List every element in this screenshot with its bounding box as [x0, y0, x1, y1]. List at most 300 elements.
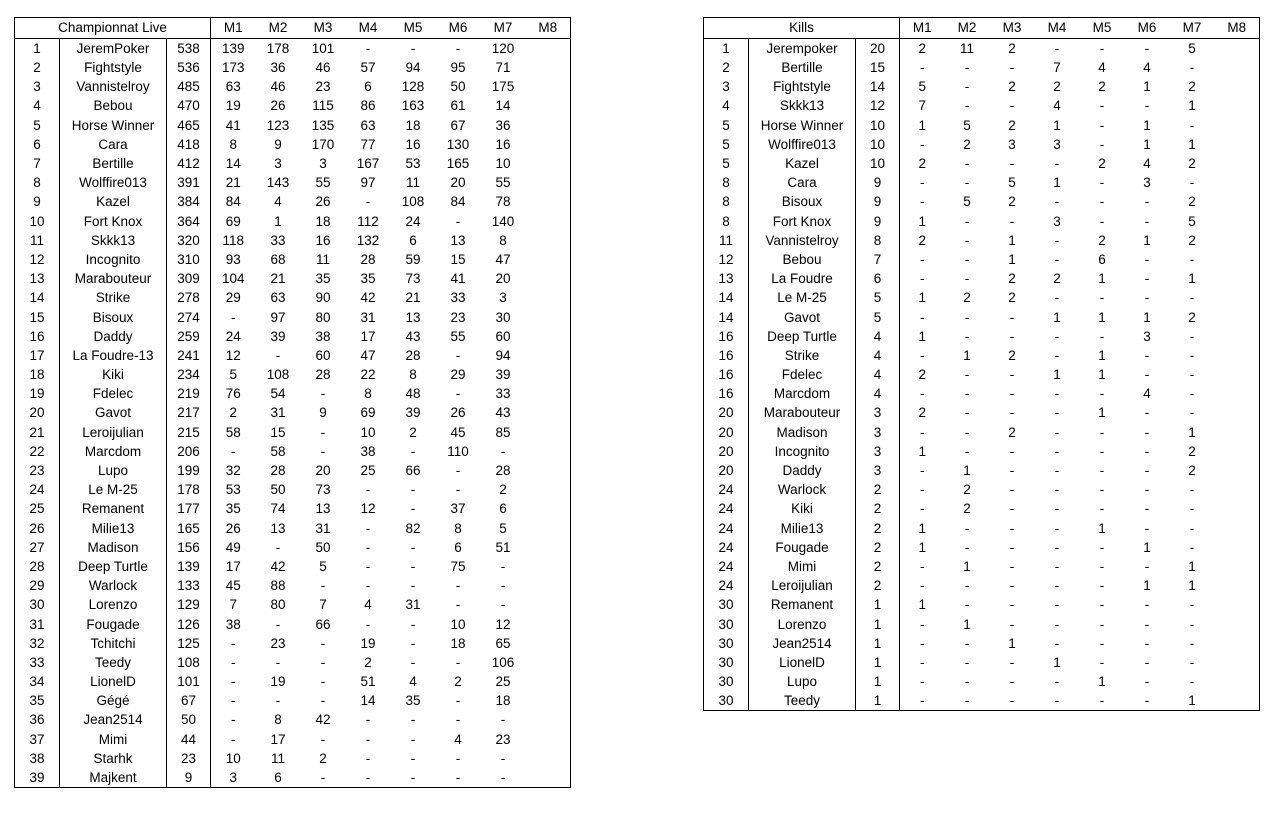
total-cell: 259 [167, 327, 211, 346]
m4-cell: - [1054, 424, 1060, 440]
m4-cell: 31 [360, 309, 376, 325]
m8-cell [1215, 327, 1260, 346]
m4-cell: 2 [1053, 271, 1061, 287]
m8-cell [1215, 173, 1260, 192]
m2-cell: - [964, 79, 970, 95]
m2-cell: - [964, 386, 970, 402]
m4-cell: 51 [360, 674, 376, 690]
m3-cell: 9 [319, 405, 327, 421]
table-row [704, 518, 1260, 537]
m1-cell: 2 [900, 365, 945, 384]
player-cell: Fougade [749, 538, 856, 557]
m4-cell: - [1054, 482, 1060, 498]
m2-cell: 74 [270, 501, 286, 517]
total-cell: 2 [856, 518, 900, 537]
m8-cell [1215, 499, 1260, 518]
player-cell: Wolffire013 [749, 135, 856, 154]
player-cell: LionelD [749, 653, 856, 672]
m5-cell: - [391, 768, 436, 788]
m6-cell: - [455, 693, 461, 709]
m5-cell: - [410, 578, 416, 594]
m8-cell [1215, 442, 1260, 461]
player-cell: Bebou [60, 96, 167, 115]
m3-cell: 28 [315, 367, 331, 383]
player-cell: Bertille [749, 58, 856, 77]
m8-cell [1215, 231, 1260, 250]
m1-cell: - [900, 423, 945, 442]
m4-cell: - [1054, 501, 1060, 517]
m2-cell: - [964, 251, 970, 267]
rank-cell: 23 [15, 461, 60, 480]
m4-cell: - [1054, 558, 1060, 574]
header-m8: M8 [1215, 18, 1260, 39]
total-cell: 1 [856, 653, 900, 672]
m1-cell: 8 [211, 135, 256, 154]
m6-cell: 95 [450, 60, 466, 76]
player-cell: Fort Knox [749, 211, 856, 230]
m4-cell: 22 [360, 367, 376, 383]
total-cell: 536 [167, 58, 211, 77]
player-cell: Milie13 [60, 518, 167, 537]
player-cell: Jean2514 [60, 710, 167, 729]
m2-cell: - [964, 213, 970, 229]
total-cell: 177 [167, 499, 211, 518]
m4-cell: 2 [364, 654, 372, 670]
total-cell: 4 [856, 327, 900, 346]
m8-cell [526, 595, 571, 614]
m8-cell [1215, 250, 1260, 269]
table-row [704, 423, 1260, 442]
rank-cell: 24 [704, 557, 749, 576]
m1-cell: 1 [900, 211, 945, 230]
player-cell: Bisoux [60, 307, 167, 326]
m4-cell: 86 [360, 98, 376, 114]
m4-cell: 63 [360, 117, 376, 133]
m4-cell: 112 [357, 213, 379, 229]
m8-cell [1215, 211, 1260, 230]
m5-cell: 1 [1098, 405, 1106, 421]
table-row [704, 557, 1260, 576]
total-cell: 364 [167, 211, 211, 230]
m8-cell [1215, 307, 1260, 326]
m7-cell: - [500, 558, 506, 574]
m1-cell: 84 [211, 192, 256, 211]
table-row [15, 768, 571, 788]
m7-cell: - [1189, 674, 1195, 690]
m3-cell: - [320, 386, 326, 402]
player-cell: Remanent [749, 595, 856, 614]
m3-cell: 2 [1008, 194, 1016, 210]
m7-cell: 2 [1188, 309, 1196, 325]
m3-cell: - [320, 635, 326, 651]
m5-cell: 24 [405, 213, 421, 229]
m4-cell: 1 [1053, 117, 1061, 133]
m1-cell: - [211, 307, 256, 326]
m7-cell: 2 [1188, 79, 1196, 95]
m1-cell: - [211, 442, 256, 461]
m4-cell: - [365, 712, 371, 728]
m8-cell [1215, 135, 1260, 154]
total-cell: 15 [856, 58, 900, 77]
m6-cell: 3 [1143, 328, 1151, 344]
player-cell: Lorenzo [749, 614, 856, 633]
rank-cell: 2 [704, 58, 749, 77]
total-cell: 1 [856, 672, 900, 691]
table-row [15, 730, 571, 749]
rank-cell: 11 [704, 231, 749, 250]
player-cell: Bisoux [749, 192, 856, 211]
m1-cell: 1 [900, 442, 945, 461]
m1-cell: 14 [211, 154, 256, 173]
m4-cell: - [1054, 156, 1060, 172]
table-row [704, 327, 1260, 346]
total-cell: 320 [167, 231, 211, 250]
m7-cell: - [1189, 175, 1195, 191]
rank-cell: 20 [704, 442, 749, 461]
m5-cell: 39 [405, 405, 421, 421]
m7-cell: - [1189, 482, 1195, 498]
total-cell: 309 [167, 269, 211, 288]
total-cell: 4 [856, 365, 900, 384]
m5-cell: 2 [409, 424, 417, 440]
m4-cell: - [365, 539, 371, 555]
player-cell: Warlock [749, 480, 856, 499]
m2-cell: 31 [270, 405, 286, 421]
header-m2: M2 [256, 18, 301, 39]
m3-cell: - [320, 443, 326, 459]
total-cell: 20 [856, 38, 900, 58]
rank-cell: 24 [704, 518, 749, 537]
m7-cell: - [481, 768, 526, 788]
m3-cell: 2 [319, 750, 327, 766]
m8-cell [526, 672, 571, 691]
m3-cell: 2 [1008, 290, 1016, 306]
m8-cell [1215, 461, 1260, 480]
m6-cell: 29 [450, 367, 466, 383]
m7-cell: 2 [499, 482, 507, 498]
rank-cell: 5 [704, 135, 749, 154]
m2-cell: 143 [266, 175, 290, 191]
table-row [15, 710, 571, 729]
player-cell: Mimi [749, 557, 856, 576]
m4-cell: 77 [360, 136, 376, 152]
total-cell: 278 [167, 288, 211, 307]
m6-cell: - [455, 386, 461, 402]
m6-cell: - [455, 213, 461, 229]
m5-cell: - [410, 731, 416, 747]
m3-cell: 50 [315, 539, 331, 555]
m8-cell [1215, 595, 1260, 614]
table-row [704, 192, 1260, 211]
m2-cell: 88 [270, 578, 286, 594]
m3-cell: - [1009, 156, 1015, 172]
m7-cell: - [1189, 290, 1195, 306]
m1-cell: - [900, 173, 945, 192]
rank-cell: 7 [15, 154, 60, 173]
m4-cell: - [1054, 635, 1060, 651]
m8-cell [526, 634, 571, 653]
m1-cell: - [900, 672, 945, 691]
m3-cell: 11 [315, 251, 330, 267]
m7-cell: 28 [495, 463, 511, 479]
table-row [15, 403, 571, 422]
m2-cell: 123 [266, 117, 290, 133]
m5-cell: - [1099, 213, 1105, 229]
player-cell: Marcdom [749, 384, 856, 403]
rank-cell: 35 [15, 691, 60, 710]
m3-cell: 170 [311, 136, 335, 152]
total-cell: 2 [856, 480, 900, 499]
m2-cell: 97 [270, 309, 286, 325]
rank-cell: 30 [15, 595, 60, 614]
m4-cell: - [1054, 405, 1060, 421]
m5-cell: - [410, 712, 416, 728]
m4-cell: - [1054, 616, 1060, 632]
m2-cell: 1 [963, 463, 971, 479]
m6-cell: - [1144, 424, 1150, 440]
m7-cell: 85 [495, 424, 511, 440]
total-cell: 485 [167, 77, 211, 96]
m3-cell: - [1009, 60, 1015, 76]
m8-cell [1215, 269, 1260, 288]
total-cell: 219 [167, 384, 211, 403]
total-cell: 12 [856, 96, 900, 115]
m4-cell: 12 [360, 501, 376, 517]
rank-cell: 8 [704, 173, 749, 192]
m5-cell: 108 [401, 194, 425, 210]
m5-cell: - [410, 750, 416, 766]
m6-cell: 26 [450, 405, 466, 421]
m1-cell: 26 [211, 518, 256, 537]
header-m7: M7 [1170, 18, 1215, 39]
m3-cell: 23 [315, 79, 331, 95]
m6-cell: 4 [1143, 156, 1151, 172]
m2-cell: 2 [963, 482, 971, 498]
m1-cell: 3 [211, 768, 256, 788]
player-cell: Leroijulian [60, 423, 167, 442]
player-cell: Strike [60, 288, 167, 307]
m3-cell: 115 [312, 98, 334, 114]
m6-cell: 6 [454, 539, 462, 555]
m5-cell: 43 [405, 328, 421, 344]
total-cell: 156 [167, 538, 211, 557]
m8-cell [1215, 96, 1260, 115]
m1-cell: 1 [900, 595, 945, 614]
m1-cell: - [900, 192, 945, 211]
total-cell: 2 [856, 499, 900, 518]
m8-cell [1215, 653, 1260, 672]
m7-cell: 120 [491, 40, 515, 56]
player-cell: Gavot [749, 307, 856, 326]
m8-cell [1215, 154, 1260, 173]
m8-cell [526, 403, 571, 422]
table-row [704, 307, 1260, 326]
m3-cell: 1 [1008, 635, 1016, 651]
m1-cell: - [900, 499, 945, 518]
m8-cell [1215, 58, 1260, 77]
player-cell: Strike [749, 346, 856, 365]
m3-cell: 2 [1008, 40, 1016, 56]
m4-cell: 8 [364, 386, 372, 402]
m7-cell: 65 [495, 635, 511, 651]
m8-cell [1215, 38, 1260, 58]
header-m7: M7 [481, 18, 526, 39]
m4-cell: 1 [1053, 367, 1061, 383]
table-row [15, 749, 571, 768]
m3-cell: 80 [315, 309, 331, 325]
rank-cell: 27 [15, 538, 60, 557]
total-cell: 10 [856, 135, 900, 154]
rank-cell: 16 [704, 384, 749, 403]
total-cell: 9 [856, 211, 900, 230]
player-cell: Leroijulian [749, 576, 856, 595]
m6-cell: - [1144, 558, 1150, 574]
m4-cell: - [1054, 232, 1060, 248]
m1-cell: 29 [211, 288, 256, 307]
m1-cell: 17 [211, 557, 256, 576]
m5-cell: - [1099, 98, 1105, 114]
total-cell: 139 [167, 557, 211, 576]
player-cell: Remanent [60, 499, 167, 518]
total-cell: 23 [167, 749, 211, 768]
championnat-table [14, 17, 571, 788]
m2-cell: 80 [270, 597, 286, 613]
m1-cell: 93 [211, 250, 256, 269]
rank-cell: 1 [15, 38, 60, 58]
m2-cell: - [964, 539, 970, 555]
table-row [15, 518, 571, 537]
m3-cell: - [1009, 213, 1015, 229]
player-cell: Gavot [60, 403, 167, 422]
table-row [15, 154, 571, 173]
m4-cell: - [1054, 597, 1060, 613]
m1-cell: 2 [900, 403, 945, 422]
player-cell: La Foudre-13 [60, 346, 167, 365]
m7-cell: 2 [1188, 156, 1196, 172]
m2-cell: 3 [274, 156, 282, 172]
player-cell: Incognito [60, 250, 167, 269]
m3-cell: 73 [315, 482, 331, 498]
total-cell: 1 [856, 595, 900, 614]
header-m8: M8 [526, 18, 571, 39]
player-cell: Fightstyle [60, 58, 167, 77]
m5-cell: 1 [1098, 309, 1106, 325]
m4-cell: - [1054, 674, 1060, 690]
total-cell: 9 [856, 192, 900, 211]
total-cell: 199 [167, 461, 211, 480]
m8-cell [1215, 538, 1260, 557]
m3-cell: - [1009, 482, 1015, 498]
m6-cell: 61 [450, 98, 466, 114]
m1-cell: 38 [211, 614, 256, 633]
total-cell: 412 [167, 154, 211, 173]
m3-cell: 1 [1008, 232, 1016, 248]
header-m5: M5 [1080, 18, 1125, 39]
m5-cell: 66 [405, 463, 421, 479]
rank-cell: 20 [704, 403, 749, 422]
m3-cell: - [990, 691, 1035, 711]
m2-cell: 1 [963, 347, 971, 363]
m2-cell: 63 [270, 290, 286, 306]
m3-cell: 35 [315, 271, 331, 287]
table-row [704, 691, 1260, 711]
total-cell: 274 [167, 307, 211, 326]
m8-cell [526, 442, 571, 461]
m2-cell: - [275, 347, 281, 363]
m5-cell: 16 [405, 136, 421, 152]
header-m5: M5 [391, 18, 436, 39]
m1-cell: 12 [211, 346, 256, 365]
total-cell: 310 [167, 250, 211, 269]
m7-cell: 39 [495, 367, 511, 383]
m3-cell: - [1009, 520, 1015, 536]
player-cell: Lupo [60, 461, 167, 480]
m8-cell [1215, 403, 1260, 422]
m6-cell: 18 [450, 635, 466, 651]
rank-cell: 11 [15, 231, 60, 250]
m3-cell: 2 [1008, 347, 1016, 363]
championnat-title: Championnat Live [15, 18, 211, 39]
player-cell: Starhk [60, 749, 167, 768]
m6-cell: 4 [1143, 60, 1151, 76]
m1-cell: 24 [211, 327, 256, 346]
table-row [15, 499, 571, 518]
player-cell: Le M-25 [60, 480, 167, 499]
m8-cell [526, 423, 571, 442]
m8-cell [526, 557, 571, 576]
m2-cell: 5 [963, 117, 971, 133]
m1-cell: 32 [211, 461, 256, 480]
m8-cell [526, 461, 571, 480]
m1-cell: - [900, 653, 945, 672]
m5-cell: 128 [401, 79, 425, 95]
player-cell: Horse Winner [60, 116, 167, 135]
m5-cell: 28 [405, 347, 421, 363]
m4-cell: 25 [360, 463, 376, 479]
m8-cell [1215, 634, 1260, 653]
m4-cell: - [365, 731, 371, 747]
m8-cell [526, 307, 571, 326]
m7-cell: - [1189, 367, 1195, 383]
m2-cell: 68 [270, 251, 286, 267]
total-cell: 215 [167, 423, 211, 442]
m7-cell: - [1189, 597, 1195, 613]
player-cell: Fdelec [60, 384, 167, 403]
player-cell: Majkent [60, 768, 167, 788]
m6-cell: - [1144, 501, 1150, 517]
m5-cell: - [410, 501, 416, 517]
table-row [15, 173, 571, 192]
m7-cell: - [1189, 347, 1195, 363]
rank-cell: 4 [15, 96, 60, 115]
m4-cell: 1 [1053, 175, 1061, 191]
m6-cell: - [1144, 520, 1150, 536]
rank-cell: 38 [15, 749, 60, 768]
m7-cell: 106 [491, 654, 515, 670]
m6-cell: 1 [1143, 539, 1151, 555]
m6-cell: 3 [1143, 175, 1151, 191]
m3-cell: - [1009, 309, 1015, 325]
m1-cell: 2 [900, 38, 945, 58]
rank-cell: 13 [704, 269, 749, 288]
m8-cell [1215, 576, 1260, 595]
m2-cell: - [964, 635, 970, 651]
m1-cell: - [900, 384, 945, 403]
m2-cell: 1 [963, 616, 971, 632]
total-cell: 2 [856, 576, 900, 595]
m5-cell: - [1099, 578, 1105, 594]
m8-cell [526, 269, 571, 288]
